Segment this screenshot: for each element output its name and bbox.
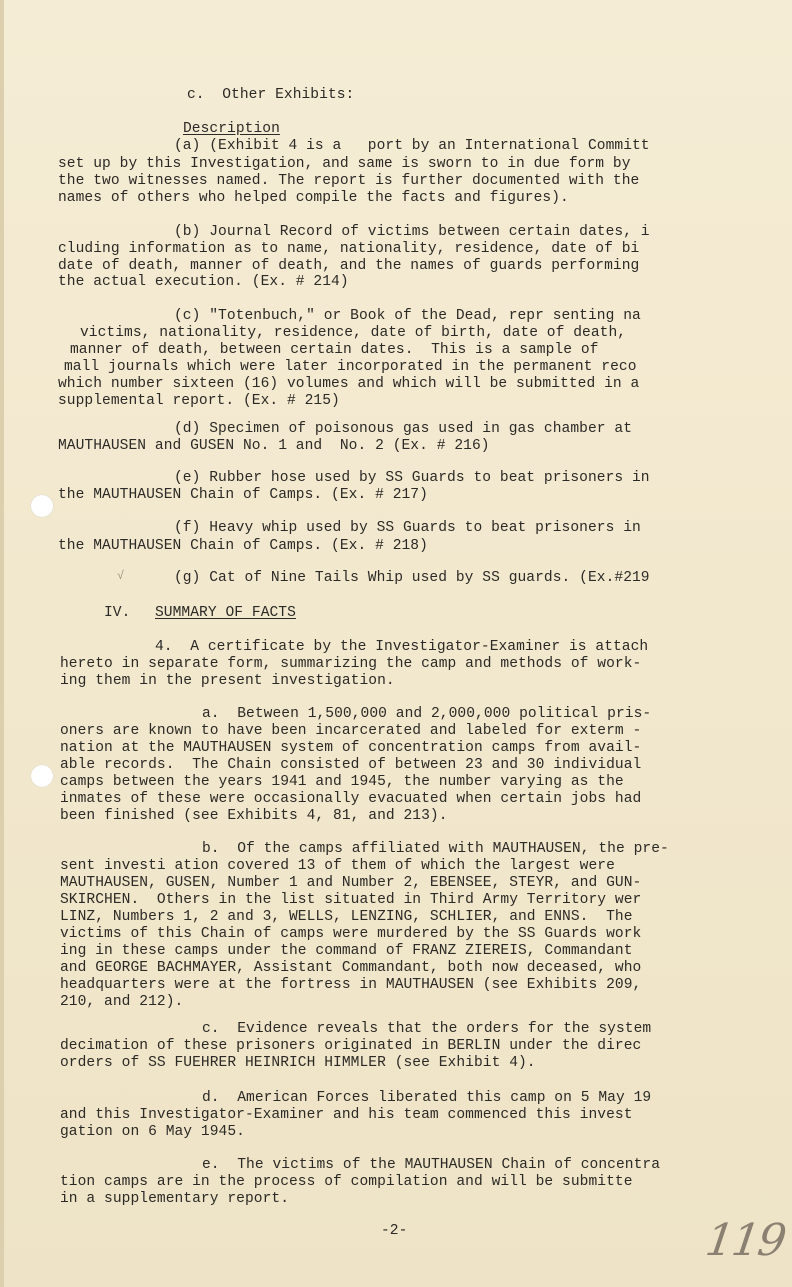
text-line: manner of death, between certain dates. This is a sample of bbox=[70, 342, 599, 358]
text-line: (b) Journal Record of victims between certain dates, i bbox=[174, 224, 650, 240]
text-line: the actual execution. (Ex. # 214) bbox=[58, 274, 349, 290]
text-line: tion camps are in the process of compilation and will be submitte bbox=[60, 1174, 633, 1190]
text-line: the MAUTHAUSEN Chain of Camps. (Ex. # 218) bbox=[58, 538, 428, 554]
text-line: orders of SS FUEHRER HEINRICH HIMMLER (see Exhibit 4). bbox=[60, 1055, 536, 1071]
section-title: SUMMARY OF FACTS bbox=[155, 605, 296, 621]
text-line: ing them in the present investigation. bbox=[60, 673, 395, 689]
text-line: gation on 6 May 1945. bbox=[60, 1124, 245, 1140]
text-line: 4. A certificate by the Investigator-Examiner is attach bbox=[155, 639, 649, 655]
section-header: c. Other Exhibits: bbox=[187, 87, 355, 103]
text-line: d. American Forces liberated this camp on 5 May 19 bbox=[202, 1090, 652, 1106]
pencil-tick-mark: √ bbox=[117, 569, 125, 583]
text-line: oners are known to have been incarcerated and labeled for exterm - bbox=[60, 723, 642, 739]
text-line: date of death, manner of death, and the names of guards performing bbox=[58, 258, 640, 274]
text-line: victims of this Chain of camps were murdered by the SS Guards work bbox=[60, 926, 642, 942]
text-line: MAUTHAUSEN, GUSEN, Number 1 and Number 2, EBENSEE, STEYR, and GUN- bbox=[60, 875, 642, 891]
text-line: and GEORGE BACHMAYER, Assistant Commandant, both now deceased, who bbox=[60, 960, 642, 976]
text-line: MAUTHAUSEN and GUSEN No. 1 and No. 2 (Ex. # 216) bbox=[58, 438, 490, 454]
text-line: victims, nationality, residence, date of birth, date of death, bbox=[80, 325, 627, 341]
text-line: the MAUTHAUSEN Chain of Camps. (Ex. # 217) bbox=[58, 487, 428, 503]
text-line: decimation of these prisoners originated in BERLIN under the direc bbox=[60, 1038, 642, 1054]
text-line: camps between the years 1941 and 1945, the number varying as the bbox=[60, 774, 624, 790]
text-line: able records. The Chain consisted of between 23 and 30 individual bbox=[60, 757, 642, 773]
text-line: which number sixteen (16) volumes and which will be submitted in a bbox=[58, 376, 640, 392]
description-heading: Description bbox=[183, 121, 280, 137]
text-line: in a supplementary report. bbox=[60, 1191, 289, 1207]
text-line: mall journals which were later incorporated in the permanent reco bbox=[64, 359, 637, 375]
text-line: names of others who helped compile the facts and figures). bbox=[58, 190, 569, 206]
page-number: -2- bbox=[381, 1223, 408, 1239]
text-line: sent investi ation covered 13 of them of which the largest were bbox=[60, 858, 615, 874]
punch-hole-bottom bbox=[31, 765, 53, 787]
text-line: e. The victims of the MAUTHAUSEN Chain of concentra bbox=[202, 1157, 660, 1173]
text-line: (d) Specimen of poisonous gas used in gas chamber at bbox=[174, 421, 632, 437]
text-line: LINZ, Numbers 1, 2 and 3, WELLS, LENZING, SCHLIER, and ENNS. The bbox=[60, 909, 633, 925]
text-line: (g) Cat of Nine Tails Whip used by SS guards. (Ex.#219 bbox=[174, 570, 650, 586]
text-line: nation at the MAUTHAUSEN system of concentration camps from avail- bbox=[60, 740, 642, 756]
text-line: b. Of the camps affiliated with MAUTHAUSEN, the pre- bbox=[202, 841, 669, 857]
text-line: SKIRCHEN. Others in the list situated in Third Army Territory wer bbox=[60, 892, 642, 908]
text-line: inmates of these were occasionally evacuated when certain jobs had bbox=[60, 791, 642, 807]
text-line: ing in these camps under the command of FRANZ ZIEREIS, Commandant bbox=[60, 943, 633, 959]
text-line: hereto in separate form, summarizing the camp and methods of work- bbox=[60, 656, 642, 672]
text-line: 210, and 212). bbox=[60, 994, 184, 1010]
text-line: (a) (Exhibit 4 is a port by an International Committ bbox=[174, 138, 650, 154]
text-line: been finished (see Exhibits 4, 81, and 213). bbox=[60, 808, 448, 824]
text-line: a. Between 1,500,000 and 2,000,000 political pris- bbox=[202, 706, 652, 722]
text-line: (e) Rubber hose used by SS Guards to beat prisoners in bbox=[174, 470, 650, 486]
text-line: (c) "Totenbuch," or Book of the Dead, repr senting na bbox=[174, 308, 641, 324]
handwritten-folio-number: 119 bbox=[702, 1215, 788, 1266]
text-line: cluding information as to name, nationality, residence, date of bi bbox=[58, 241, 640, 257]
punch-hole-top bbox=[31, 495, 53, 517]
text-line: headquarters were at the fortress in MAUTHAUSEN (see Exhibits 209, bbox=[60, 977, 642, 993]
text-line: the two witnesses named. The report is further documented with the bbox=[58, 173, 640, 189]
section-number: IV. bbox=[104, 605, 131, 621]
page-edge bbox=[0, 0, 4, 1287]
text-line: c. Evidence reveals that the orders for the system bbox=[202, 1021, 652, 1037]
text-line: and this Investigator-Examiner and his team commenced this invest bbox=[60, 1107, 633, 1123]
text-line: supplemental report. (Ex. # 215) bbox=[58, 393, 340, 409]
text-line: set up by this Investigation, and same is sworn to in due form by bbox=[58, 156, 631, 172]
text-line: (f) Heavy whip used by SS Guards to beat prisoners in bbox=[174, 520, 641, 536]
